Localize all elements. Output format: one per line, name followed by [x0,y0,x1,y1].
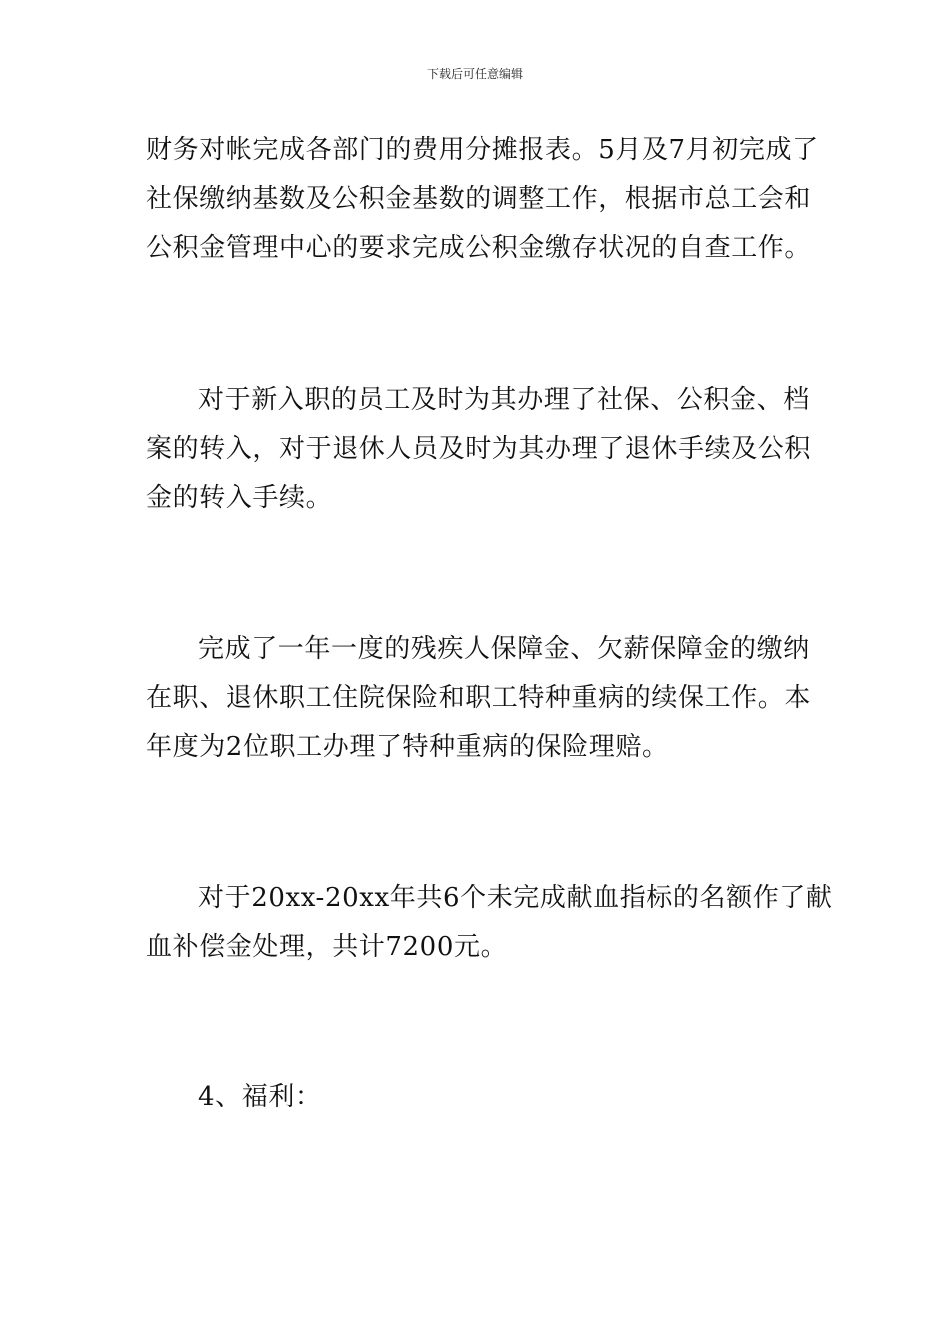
paragraph-line: 血补偿金处理，共计7200元。 [146,932,508,962]
paragraph-line: 社保缴纳基数及公积金基数的调整工作，根据市总工会和 [146,184,812,214]
paragraph-line: 案的转入，对于退休人员及时为其办理了退休手续及公积 [146,434,812,464]
paragraph-line: 金的转入手续。 [146,483,333,513]
section-heading-welfare: 4、福利： [198,1082,322,1112]
paragraph-line: 完成了一年一度的残疾人保障金、欠薪保障金的缴纳 [198,634,810,664]
paragraph-line: 年度为2位职工办理了特种重病的保险理赔。 [146,732,669,762]
paragraph-line: 对于新入职的员工及时为其办理了社保、公积金、档 [198,385,810,415]
paragraph-line: 在职、退休职工住院保险和职工特种重病的续保工作。本 [146,683,812,713]
paragraph-line: 对于20xx-20xx年共6个未完成献血指标的名额作了献 [198,883,833,913]
page-header: 下载后可任意编辑 [426,67,523,81]
paragraph-line: 公积金管理中心的要求完成公积金缴存状况的自查工作。 [146,233,812,263]
paragraph-line: 财务对帐完成各部门的费用分摊报表。5月及7月初完成了 [146,135,819,165]
